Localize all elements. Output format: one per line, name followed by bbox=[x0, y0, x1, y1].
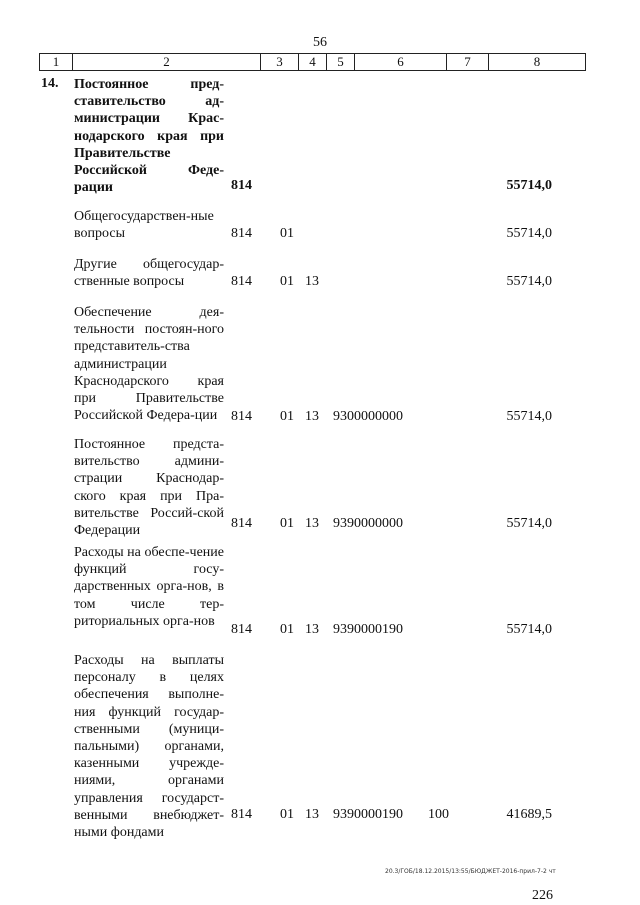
row-col4: 01 bbox=[280, 516, 294, 531]
row-col5: 13 bbox=[305, 516, 319, 531]
row-col6: 9390000000 bbox=[333, 516, 403, 531]
row-col8: 55714,0 bbox=[506, 622, 552, 637]
column-header-6: 6 bbox=[355, 54, 447, 71]
row-col8: 55714,0 bbox=[506, 516, 552, 531]
row-col3: 814 bbox=[231, 516, 252, 531]
row-name: Расходы на обеспе-чение функций госу-дарственных орга-нов, в том числе тер-риториальных орга-нов bbox=[74, 545, 224, 629]
page-number: 56 bbox=[313, 35, 327, 50]
row-col4: 01 bbox=[280, 409, 294, 424]
row-col6: 9300000000 bbox=[333, 409, 403, 424]
row-col6: 9390000190 bbox=[333, 807, 403, 822]
row-col7: 100 bbox=[428, 807, 449, 822]
row-col4: 01 bbox=[280, 807, 294, 822]
table-row bbox=[0, 76, 640, 201]
table-row bbox=[0, 208, 640, 248]
row-col3: 814 bbox=[231, 622, 252, 637]
row-col8: 55714,0 bbox=[506, 409, 552, 424]
row-col8: 55714,0 bbox=[506, 226, 552, 241]
column-header-8: 8 bbox=[489, 54, 586, 71]
row-name: Расходы на выплаты персоналу в целях обеспечения выполне-ния функций государ-ственными (муници-пальными) органами, казенными учрежде-ниями, органами управления государст-венными внебюджет-ными фондами bbox=[74, 653, 224, 841]
row-col6: 9390000190 bbox=[333, 622, 403, 637]
column-header-7: 7 bbox=[447, 54, 489, 71]
row-name: Постоянное предста-вительство админи-страции Краснодар-ского края при Пра-вительстве Россий-ской Федерации bbox=[74, 437, 224, 539]
column-header-3: 3 bbox=[261, 54, 299, 71]
row-col5: 13 bbox=[305, 807, 319, 822]
bottom-page-number: 226 bbox=[532, 888, 553, 903]
row-col4: 01 bbox=[280, 226, 294, 241]
column-header-row bbox=[39, 53, 586, 71]
row-col3: 814 bbox=[231, 178, 252, 193]
row-name: Обеспечение дея-тельности постоян-ного представитель-ства администрации Краснодарского края при Правительстве Российской Федера-ции bbox=[74, 305, 224, 424]
row-col5: 13 bbox=[305, 409, 319, 424]
row-col8: 55714,0 bbox=[506, 178, 552, 193]
row-col3: 814 bbox=[231, 807, 252, 822]
row-name: Общегосударствен-ные вопросы bbox=[74, 209, 214, 242]
table-row bbox=[0, 652, 640, 841]
document-footer-stamp: 20.3/ГОБ/18.12.2015/13:55/БЮДЖЕТ-2016-прил-7-2 чт bbox=[385, 868, 556, 875]
row-col3: 814 bbox=[231, 226, 252, 241]
row-col4: 01 bbox=[280, 622, 294, 637]
row-col8: 55714,0 bbox=[506, 274, 552, 289]
row-col5: 13 bbox=[305, 622, 319, 637]
row-col3: 814 bbox=[231, 274, 252, 289]
row-number: 14. bbox=[41, 76, 59, 91]
row-name: Постоянное пред-ставительство ад-министрации Крас-нодарского края при Правительстве Российской Феде-рации bbox=[74, 77, 224, 196]
table-row bbox=[0, 304, 640, 429]
column-header-2: 2 bbox=[73, 54, 261, 71]
table-row bbox=[0, 544, 640, 644]
row-name: Другие общегосудар-ственные вопросы bbox=[74, 257, 224, 290]
column-header-1: 1 bbox=[40, 54, 73, 71]
row-col5: 13 bbox=[305, 274, 319, 289]
row-col8: 41689,5 bbox=[506, 807, 552, 822]
row-col3: 814 bbox=[231, 409, 252, 424]
row-col4: 01 bbox=[280, 274, 294, 289]
column-header-4: 4 bbox=[299, 54, 327, 71]
column-header-5: 5 bbox=[327, 54, 355, 71]
table-row bbox=[0, 256, 640, 296]
table-row bbox=[0, 436, 640, 539]
